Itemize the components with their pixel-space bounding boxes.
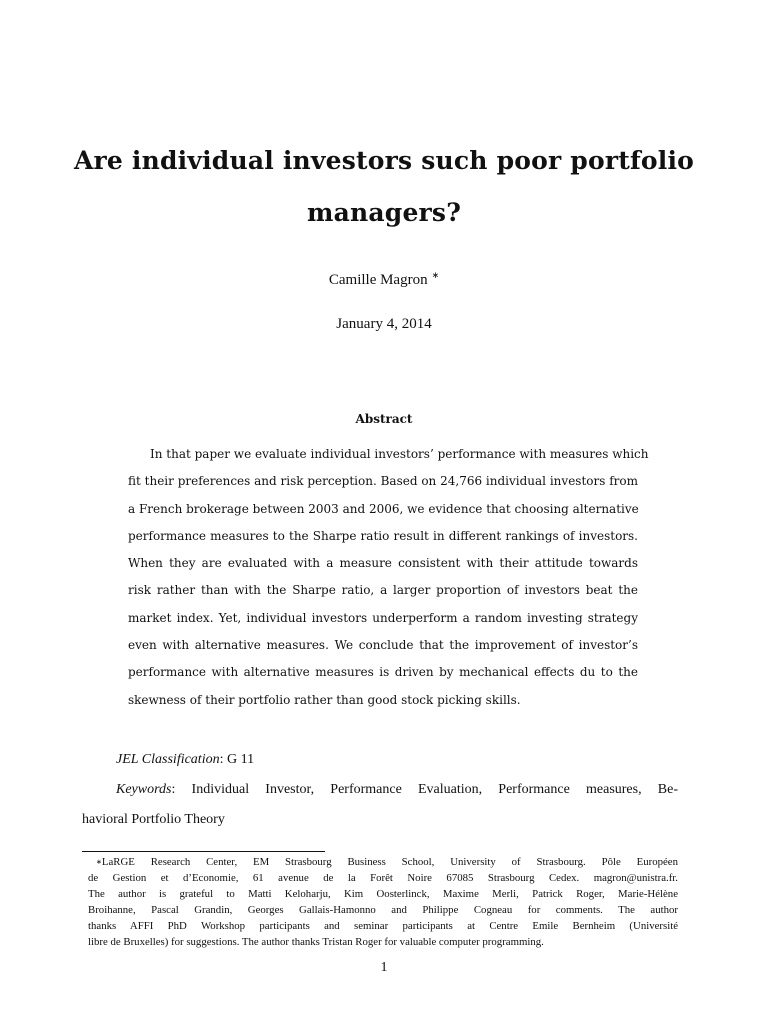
abstract-line: performance measures to the Sharpe ratio result in different rankings of investors. (128, 528, 638, 543)
footnote-line: The author is grateful to Matti Keloharju, Kim Oosterlinck, Maxime Merli, Patrick Roger, Marie-Hélène (88, 888, 678, 900)
abstract-line: risk rather than with the Sharpe ratio, a larger proportion of investors beat the (128, 583, 638, 598)
keywords-line-2: havioral Portfolio Theory (82, 812, 225, 827)
abstract-line: In that paper we evaluate individual investors’ performance with measures which (150, 447, 649, 461)
footnote-text: LaRGE Research Center, EM Strasbourg Business School, University of Strasbourg. Pôle Européen (101, 856, 678, 868)
title-line-2: managers? (306, 198, 462, 227)
author-footnote-mark[interactable]: ∗ (431, 270, 440, 280)
author (0, 272, 768, 289)
abstract-line: even with alternative measures. We conclude that the improvement of investor’s (128, 638, 638, 653)
author-name: Camille Magron (328, 272, 428, 288)
footnote-line (88, 854, 678, 870)
footnote-line: Broihanne, Pascal Grandin, Georges Gallais-Hamonno and Philippe Cogneau for comments. The author (88, 904, 678, 916)
abstract-line: a French brokerage between 2003 and 2006, we evidence that choosing alternative (128, 501, 639, 516)
abstract-heading: Abstract (355, 412, 413, 426)
footnote-line: de Gestion et d’Economie, 61 avenue de la Forêt Noire 67085 Strasbourg Cedex. magron@unistra.fr. (88, 872, 678, 884)
jel-classification (116, 752, 254, 768)
abstract-line: market index. Yet, individual investors underperform a random investing strategy (128, 610, 638, 625)
abstract-line: performance with alternative measures is driven by mechanical effects du to the (128, 665, 638, 680)
footnote-line: thanks AFFI PhD Workshop participants and seminar participants at Centre Emile Bernheim (Université (88, 920, 678, 932)
keywords-line-1 (82, 780, 678, 810)
jel-value: : G 11 (219, 752, 255, 767)
abstract-body (128, 444, 649, 717)
jel-label: JEL Classification (116, 752, 220, 767)
paper-title (60, 148, 708, 252)
abstract-line: skewness of their portfolio rather than good stock picking skills. (128, 692, 521, 707)
footnote-mark: ∗ (96, 858, 102, 866)
page-number: 1 (380, 960, 388, 975)
keywords-text-1: : Individual Investor, Performance Evaluation, Performance measures, Be- (171, 782, 678, 797)
abstract-line: When they are evaluated with a measure consistent with their attitude towards (128, 556, 638, 571)
abstract-line: fit their preferences and risk perception. Based on 24,766 individual investors from (128, 474, 638, 489)
title-line-1: Are individual investors such poor portfolio (73, 146, 695, 175)
date: January 4, 2014 (336, 316, 432, 332)
footnote (88, 854, 678, 950)
footnote-line: libre de Bruxelles) for suggestions. The author thanks Tristan Roger for valuable computer programming. (88, 936, 544, 948)
keywords-label: Keywords (116, 782, 172, 797)
footnote-rule (82, 851, 325, 852)
keywords (82, 780, 678, 840)
